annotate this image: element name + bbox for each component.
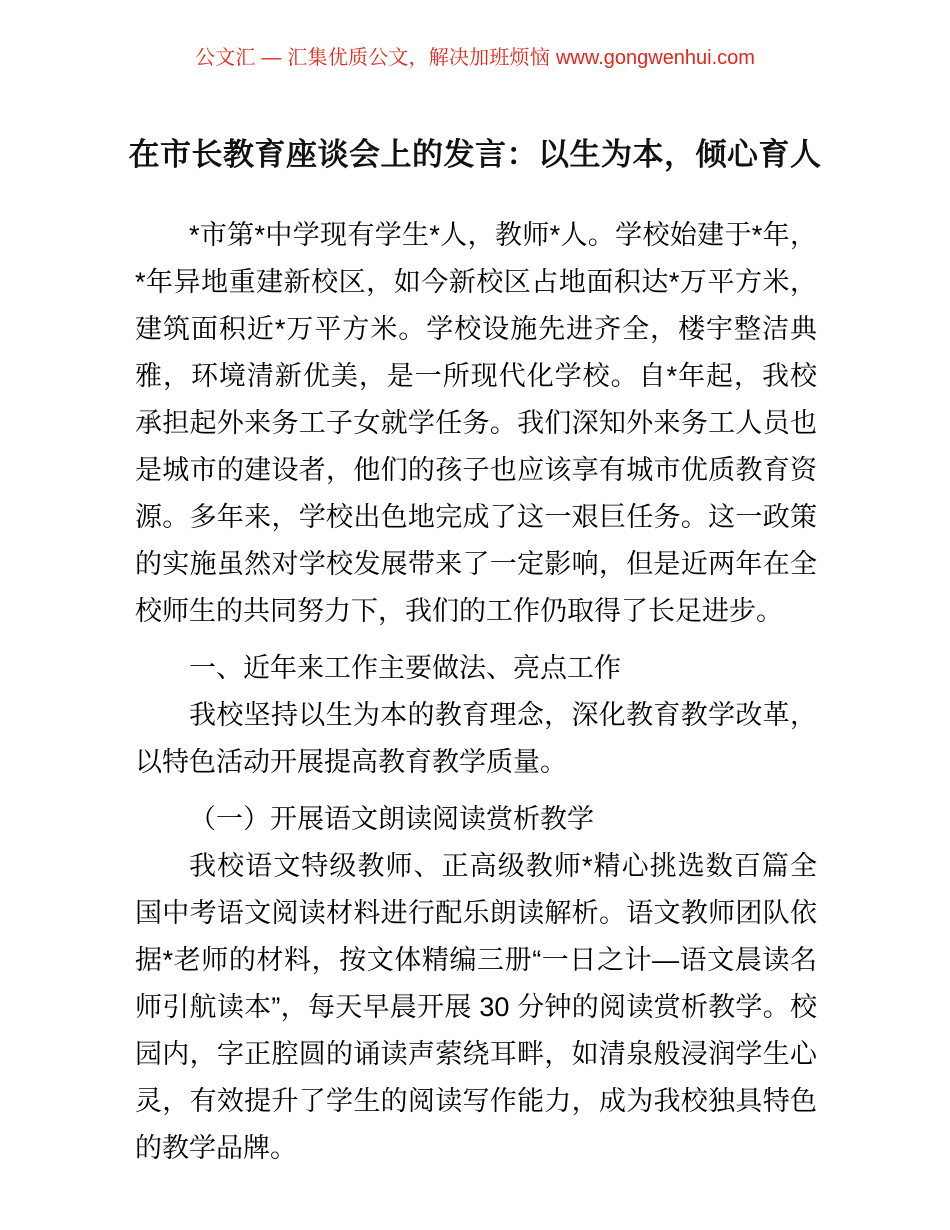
body-paragraph: *市第*中学现有学生*人，教师*人。学校始建于*年，*年异地重建新校区，如今新校区占地面积达*万平方米，建筑面积近*万平方米。学校设施先进齐全，楼宇整洁典雅，环境清新优美，是一所现代化学校。自*年起，我校承担起外来务工子女就学任务。我们深知外来务工人员也是城市的建设者，他们的孩子也应该享有城市优质教育资源。多年来，学校出色地完成了这一艰巨任务。这一政策的实施虽然对学校发展带来了一定影响，但是近两年在全校师生的共同努力下，我们的工作仍取得了长足进步。 (135, 220, 817, 626)
body-paragraph: 我校坚持以生为本的教育理念，深化教育教学改革，以特色活动开展提高教育教学质量。 (135, 700, 817, 777)
site-brand: 公文汇 (195, 47, 256, 69)
page-title: 在市长教育座谈会上的发言：以生为本，倾心育人 (128, 136, 822, 172)
section-heading: 一、近年来工作主要做法、亮点工作 (189, 653, 621, 683)
site-url: www.gongwenhui.com (555, 47, 755, 69)
site-slogan: 汇集优质公文，解决加班烦恼 (287, 47, 550, 69)
subsection-heading: （一）开展语文朗读阅读赏析教学 (189, 804, 594, 834)
banner-dash: — (255, 47, 288, 69)
document-body (135, 212, 817, 1172)
body-paragraph: 我校语文特级教师、正高级教师*精心挑选数百篇全国中考语文阅读材料进行配乐朗读解析。语文教师团队依据*老师的材料，按文体精编三册“一日之计—语文晨读名师引航读本”，每天早晨开展 30 分钟的阅读赏析教学。校园内，字正腔圆的诵读声萦绕耳畔，如清泉般浸润学生心灵，有效提升了学生的阅读写作能力，成为我校独具特色的教学品牌。 (135, 851, 817, 1163)
site-banner (0, 44, 950, 72)
